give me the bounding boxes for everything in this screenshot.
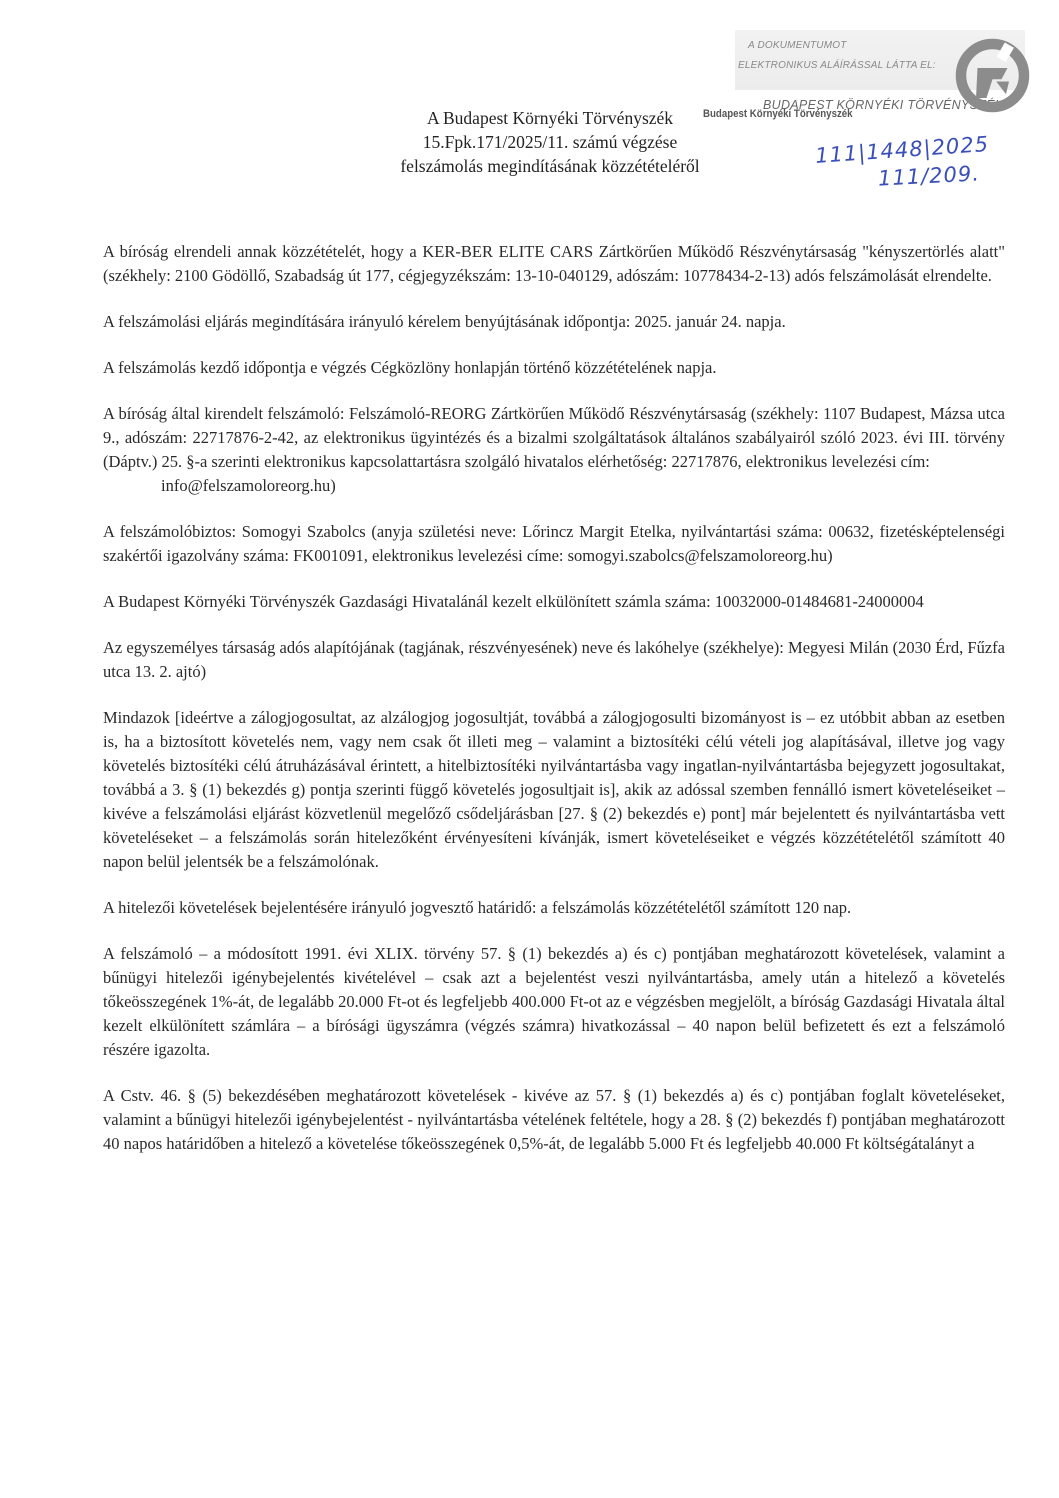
paragraph-cstv-claims: A Cstv. 46. § (5) bekezdésében meghatározott követelések - kivéve az 57. § (1) bekezdés a) és c) pontjában foglalt követeléseket, valamint a bűnügyi hitelezői igénybejelentést - nyilvántartásba vételének feltétele, hogy a 28. § (2) bekezdés f) pontjában meghatározott 40 napos határidőben a hitelező a követelése tőkeösszegének 0,5%-át, de legalább 5.000 Ft és legfeljebb 40.000 Ft költségátalányt a [103, 1086, 1005, 1153]
document-body [103, 240, 1005, 1178]
paragraph-bank-account: A Budapest Környéki Törvényszék Gazdasági Hivatalánál kezelt elkülönített számla száma: 10032000-01484681-24000004 [103, 592, 924, 611]
header-case-number: 15.Fpk.171/2025/11. számú végzése [422, 132, 678, 152]
handwritten-page-number: 111/209. [877, 161, 981, 191]
stamp-line-1: A DOKUMENTUMOT [748, 40, 847, 51]
paragraph-appointed-liquidator [103, 402, 1005, 498]
paragraph-creditor-claims: Mindazok [ideértve a zálogjogosultat, az alzálogjog jogosultját, továbbá a zálogjogosulti bizományost is – ez utóbbit abban az esetben is, ha a biztosított követelés nem, vagy nem csak őt illeti meg – valamint a biztosítéki célú vételi jog alapításával, illetve jog vagy követelés biztosítéki célú átruházásával érintett, a hitelbiztosítéki nyilvántartásba vagy ingatlan-nyilvántartásba bejegyzett jogosultakat, továbbá a 3. § (1) bekezdés g) pontja szerinti függő követelés jogosultjait is], akik az adóssal szemben fennálló ismert követeléseiket – kivéve a felszámolási eljárást közvetlenül megelőző csődeljárásban [27. § (2) bekezdés e) pont] már bejelentett és nyilvántartásba vett követeléseket – a felszámolás során hitelezőként érvényesíteni kívánják, ismert követeléseiket e végzés közzétételétől számított 40 napon belül jelentsék be a felszámolónak. [103, 708, 1005, 871]
paragraph-company-founder: Az egyszemélyes társaság adós alapítójának (tagjának, részvényesének) neve és lakóhelye (székhelye): Megyesi Milán (2030 Érd, Fűzfa utca 13. 2. ajtó) [103, 638, 1005, 681]
header-subject: felszámolás megindításának közzétételéről [400, 156, 700, 176]
paragraph-liquidation-commissioner: A felszámolóbiztos: Somogyi Szabolcs (anyja születési neve: Lőrincz Margit Etelka, nyilvántartási száma: 00632, fizetésképtelenségi szakértői igazolvány száma: FK001091, elektronikus levelezési címe: somogyi.szabolcs@felszamoloreorg.hu) [103, 522, 1005, 565]
paragraph-liquidation-order: A bíróság elrendeli annak közzétételét, hogy a KER-BER ELITE CARS Zártkörűen Működő Részvénytársaság "kényszertörlés alatt" (székhely: 2100 Gödöllő, Szabadság út 177, cégjegyzékszám: 13-10-040129, adószám: 10778434-2-13) adós felszámolását elrendelte. [103, 242, 1005, 285]
paragraph-claim-deadline: A hitelezői követelések bejelentésére irányuló jogvesztő határidő: a felszámolás közzétételétől számított 120 nap. [103, 898, 852, 917]
liquidator-details: A bíróság által kirendelt felszámoló: Felszámoló-REORG Zártkörűen Működő Részvénytársaság (székhely: 1107 Budapest, Mázsa utca 9., adószám: 22717876-2-42, az elektronikus ügyintézés és a bizalmi szolgáltatások általános szabályairól szóló 2023. évi III. törvény (Dáptv.) 25. §-a szerinti elektronikus kapcsolattartásra szolgáló hivatalos elérhetőség: 22717876, elektronikus levelezési cím: [103, 404, 1005, 471]
paragraph-start-date: A felszámolás kezdő időpontja e végzés Cégközlöny honlapján történő közzétételének napja. [103, 358, 717, 377]
court-seal-logo-icon [955, 38, 1030, 113]
stamp-court-name-small: Budapest Környéki Törvényszék [703, 108, 853, 120]
document-header [360, 106, 740, 178]
stamp-court-name: BUDAPEST KÖRNYÉKI TÖRVÉNYSZÉK [763, 98, 1004, 112]
paragraph-filing-date: A felszámolási eljárás megindítására irányuló kérelem benyújtásának időpontja: 2025. január 24. napja. [103, 312, 786, 331]
liquidator-email: info@felszamoloreorg.hu) [161, 476, 336, 495]
paragraph-registration-fee: A felszámoló – a módosított 1991. évi XLIX. törvény 57. § (1) bekezdés a) és c) pontjában meghatározott követelések, valamint a bűnügyi hitelezői igénybejelentés kivételével – csak azt a bejelentést veszi nyilvántartásba, amely után a hitelező a követelés tőkeösszegének 1%-át, de legalább 20.000 Ft-ot és legfeljebb 400.000 Ft-ot az e végzésben megjelölt, a bíróság Gazdasági Hivatala által kezelt elkülönített számlára – a bírósági ügyszámra (végzés számra) hivatkozással – 40 napon belül befizetett és ezt a felszámoló részére igazolta. [103, 944, 1005, 1059]
stamp-line-2: ELEKTRONIKUS ALÁÍRÁSSAL LÁTTA EL: [738, 60, 936, 71]
header-court-name: A Budapest Környéki Törvényszék [426, 108, 674, 128]
handwritten-registry-number: 111|1448|2025 [814, 131, 990, 169]
